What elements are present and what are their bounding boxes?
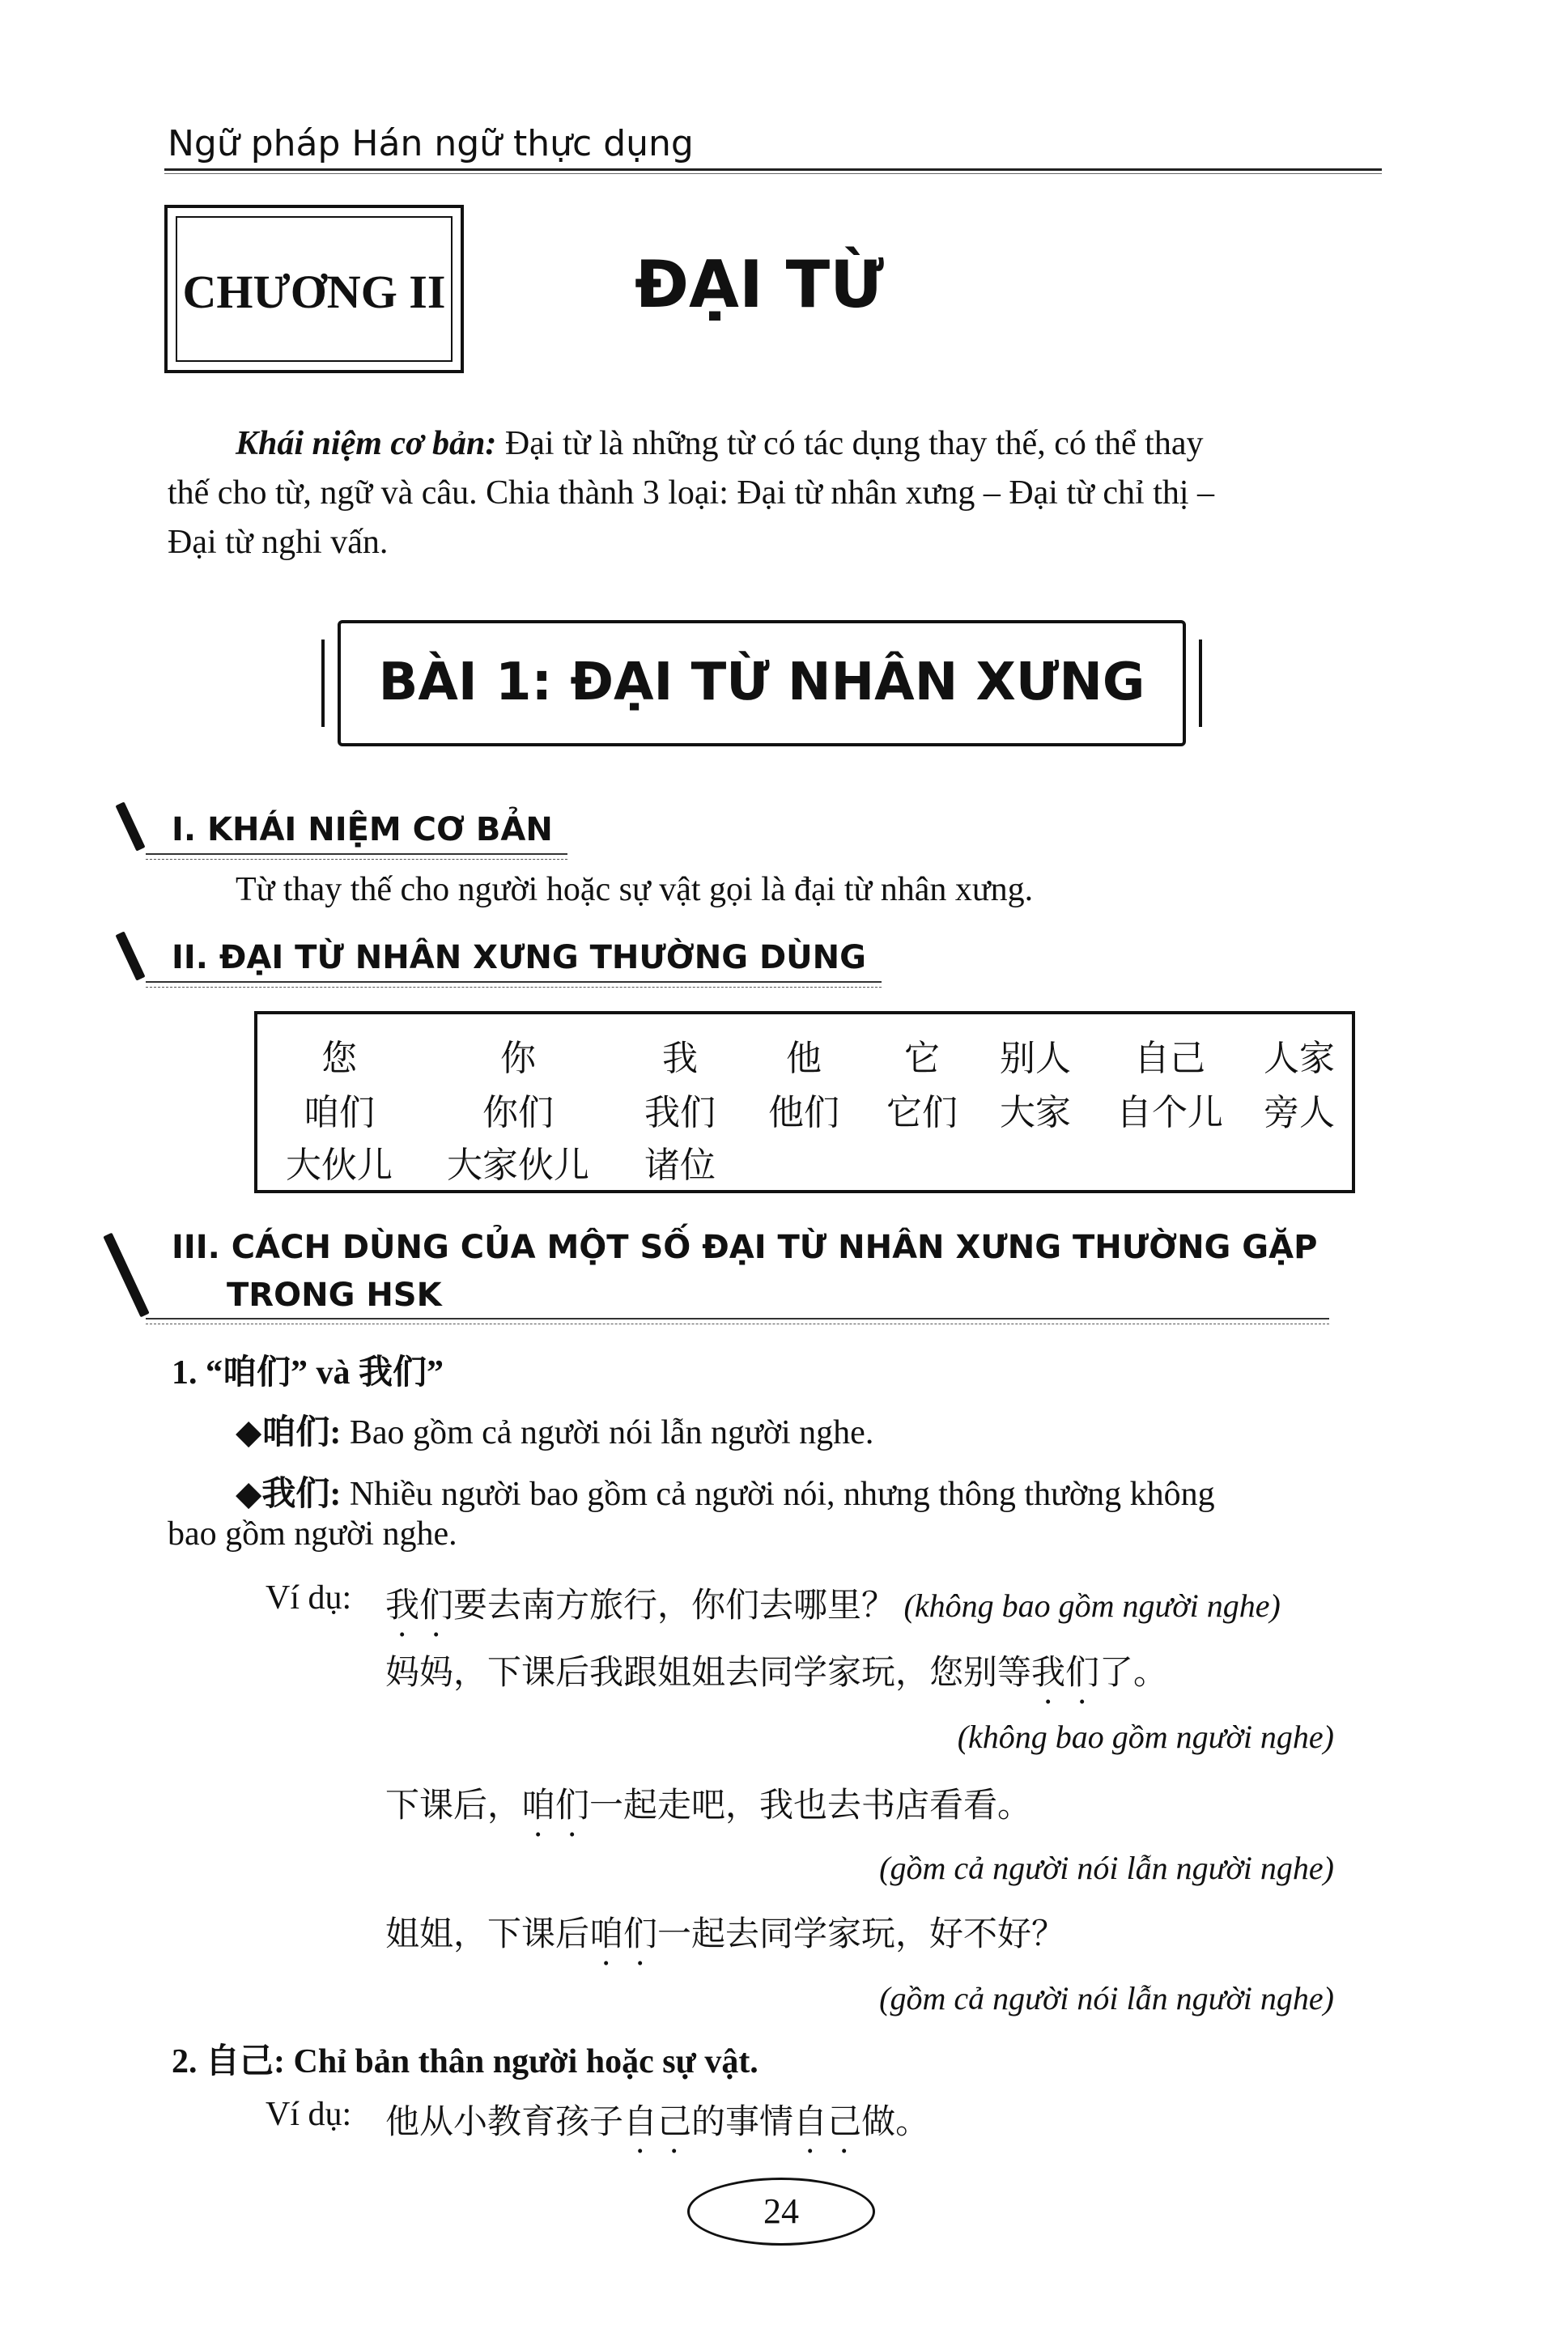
intro-line-1 bbox=[236, 424, 1203, 463]
page-number-badge bbox=[687, 2178, 875, 2246]
example-1-note: (không bao gồm người nghe) bbox=[903, 1587, 1281, 1624]
pronoun-cell: 大伙儿 bbox=[286, 1145, 393, 1185]
bullet-2-text: Nhiều người bao gồm cả người nói, nhưng thông thường không bbox=[341, 1476, 1215, 1513]
example-3-note: (gồm cả người nói lẫn người nghe) bbox=[879, 1850, 1334, 1886]
pronoun-cell: 我 bbox=[662, 1039, 698, 1078]
chapter-label: CHƯƠNG II bbox=[182, 266, 446, 318]
intro-lead: Khái niệm cơ bản: bbox=[236, 425, 497, 462]
pronoun-cell: 你 bbox=[500, 1039, 536, 1078]
bullet-1: ◆咱们: Bao gồm cả người nói lẫn người nghe. bbox=[236, 1414, 874, 1451]
bullet-2-term: 我们: bbox=[261, 1476, 342, 1513]
example-4-note: (gồm cả người nói lẫn người nghe) bbox=[879, 1980, 1334, 2016]
pronoun-cell: 诸位 bbox=[644, 1145, 716, 1185]
section-3-underline bbox=[146, 1318, 1329, 1324]
item-2-example: 他从小教育孩子自己的事情自己做。 bbox=[385, 2104, 930, 2141]
pen-icon bbox=[103, 1233, 149, 1318]
chapter-title: ĐẠI TỪ bbox=[635, 247, 884, 322]
section-1-text: Từ thay thế cho người hoặc sự vật gọi là đại từ nhân xưng. bbox=[236, 871, 1034, 908]
example-2: 妈妈，下课后我跟姐姐去同学家玩，您别等我们了。 bbox=[385, 1655, 1168, 1692]
pronoun-cell: 它 bbox=[904, 1039, 940, 1078]
bullet-2-continued: bao gồm người nghe. bbox=[168, 1515, 457, 1553]
example-3: 下课后，咱们一起走吧，我也去书店看看。 bbox=[385, 1787, 1032, 1825]
pen-icon bbox=[115, 801, 145, 851]
pronoun-cell: 大家伙儿 bbox=[447, 1145, 589, 1185]
bullet-1-term: 咱们: bbox=[261, 1414, 342, 1451]
page-number: 24 bbox=[763, 2191, 799, 2231]
item-2-example-label: Ví dụ: bbox=[266, 2096, 352, 2133]
lesson-banner bbox=[321, 620, 1202, 746]
item-1-title: 1. “咱们” và 我们” bbox=[172, 1354, 444, 1392]
section-1-heading: I. KHÁI NIỆM CƠ BẢN bbox=[172, 811, 553, 848]
pronoun-cell: 人家 bbox=[1264, 1039, 1335, 1078]
bullet-2: ◆我们: Nhiều người bao gồm cả người nói, nhưng thông thường không bbox=[236, 1476, 1215, 1513]
pronoun-cell: 咱们 bbox=[304, 1093, 375, 1133]
example-2-note: (không bao gồm người nghe) bbox=[957, 1719, 1334, 1755]
pronoun-cell: 自己 bbox=[1134, 1039, 1205, 1078]
lesson-title: BÀI 1: ĐẠI TỪ NHÂN XƯNG bbox=[378, 652, 1145, 712]
section-1-underline bbox=[146, 853, 567, 860]
pronoun-cell: 他们 bbox=[768, 1093, 839, 1133]
intro-line-3: Đại từ nghi vấn. bbox=[168, 524, 389, 561]
section-3-heading-line-2: TRONG HSK bbox=[227, 1277, 442, 1314]
pronoun-cell: 大家 bbox=[1000, 1093, 1071, 1133]
pronoun-cell: 我们 bbox=[644, 1093, 716, 1133]
header-rule bbox=[164, 168, 1382, 174]
pronoun-cell: 您 bbox=[321, 1039, 357, 1078]
item-2-title: 2. 自己: Chỉ bản thân người hoặc sự vật. bbox=[172, 2043, 759, 2080]
pronoun-table bbox=[254, 1011, 1355, 1193]
pronoun-cell: 自个儿 bbox=[1116, 1093, 1223, 1133]
section-2-underline bbox=[146, 981, 882, 988]
pronoun-cell: 别人 bbox=[1000, 1039, 1071, 1078]
example-label: Ví dụ: bbox=[266, 1579, 352, 1617]
section-2-heading: II. ĐẠI TỪ NHÂN XƯNG THƯỜNG DÙNG bbox=[172, 939, 866, 976]
chapter-badge bbox=[164, 205, 464, 373]
intro-text: Đại từ là những từ có tác dụng thay thế, có thể thay bbox=[496, 425, 1204, 462]
pronoun-cell: 你们 bbox=[482, 1093, 554, 1133]
example-4: 姐姐，下课后咱们一起去同学家玩，好不好？ bbox=[385, 1916, 1066, 1953]
intro-line-2: thế cho từ, ngữ và câu. Chia thành 3 loại: Đại từ nhân xưng – Đại từ chỉ thị – bbox=[168, 474, 1215, 512]
running-title: Ngữ pháp Hán ngữ thực dụng bbox=[168, 123, 694, 164]
pronoun-cell: 它们 bbox=[886, 1093, 958, 1133]
pronoun-cell: 旁人 bbox=[1264, 1093, 1335, 1133]
bullet-1-text: Bao gồm cả người nói lẫn người nghe. bbox=[341, 1414, 874, 1451]
pronoun-cell: 他 bbox=[786, 1039, 822, 1078]
pen-icon bbox=[115, 931, 145, 980]
section-3-heading-line-1: III. CÁCH DÙNG CỦA MỘT SỐ ĐẠI TỪ NHÂN XƯNG THƯỜNG GẶP bbox=[172, 1229, 1318, 1266]
example-1: 我们要去南方旅行，你们去哪里？ (không bao gồm người nghe) bbox=[385, 1587, 1281, 1625]
